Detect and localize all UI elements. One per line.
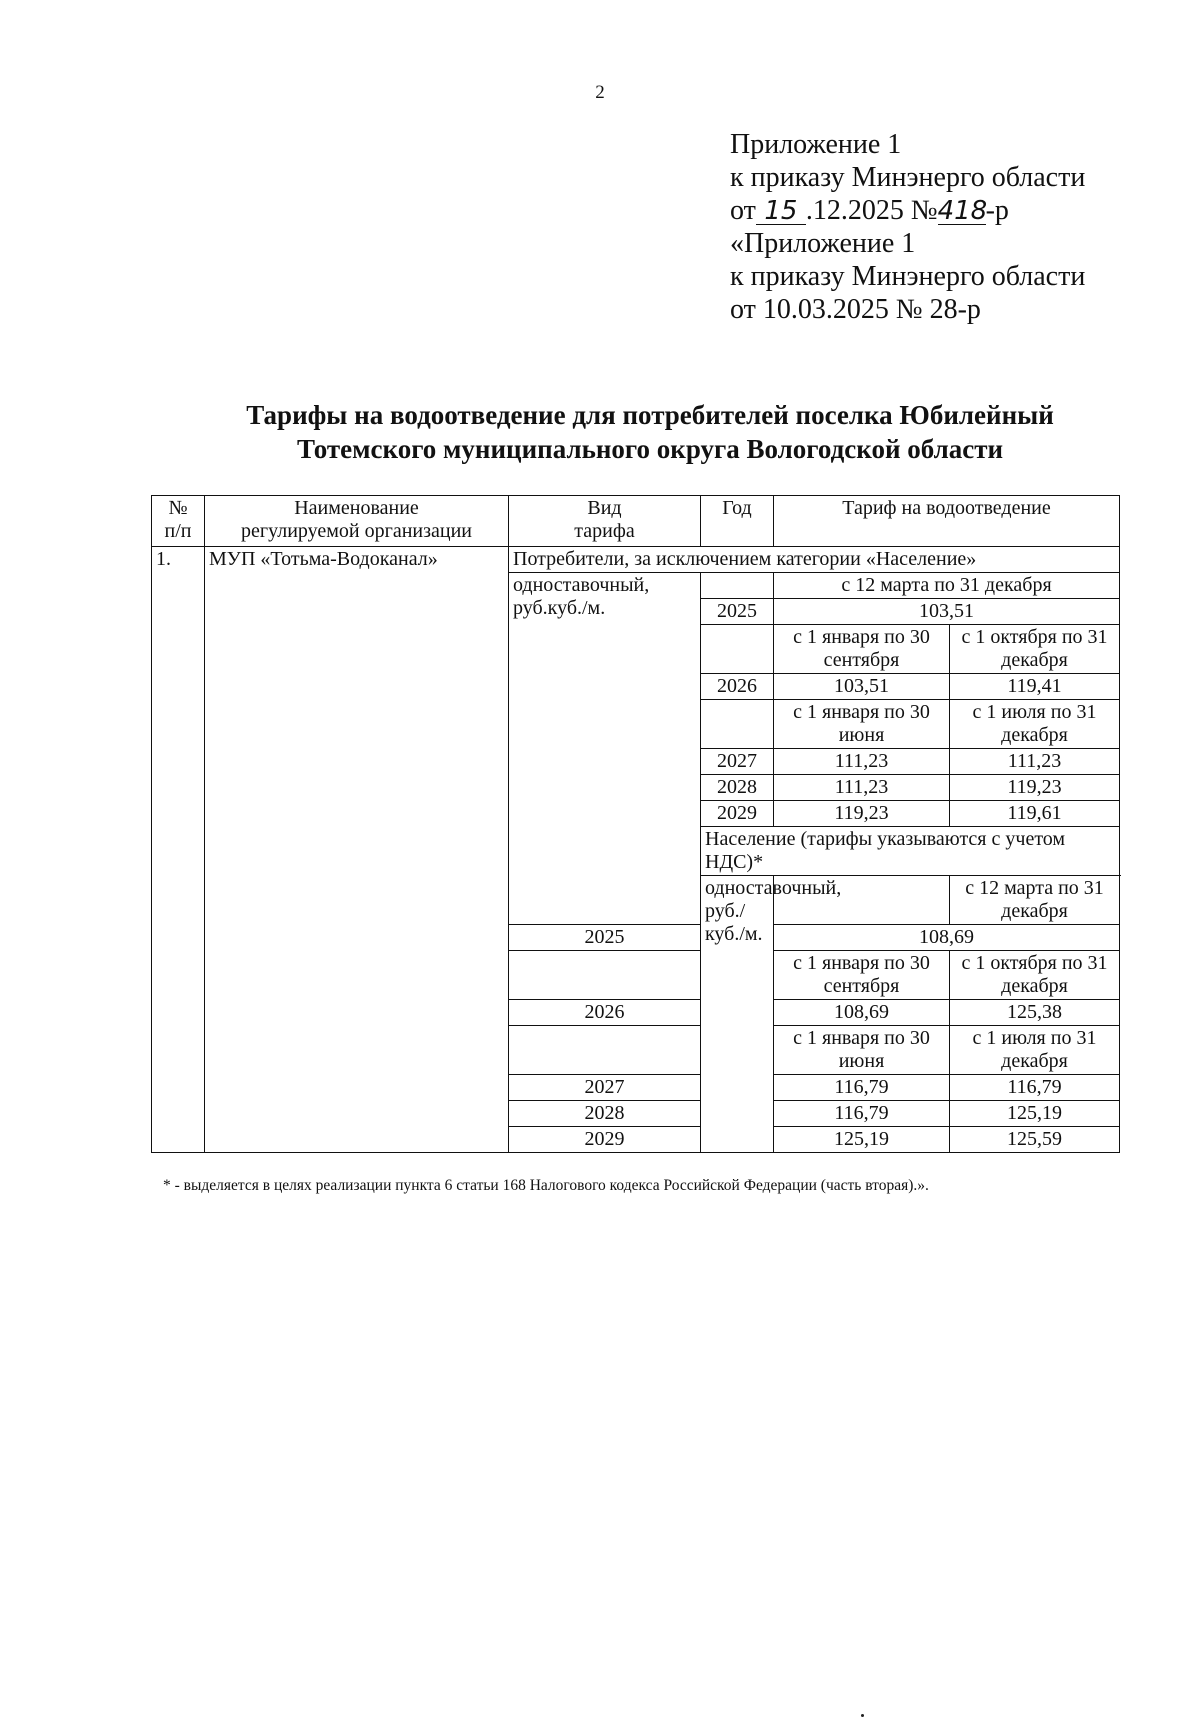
appendix-date: .12.2025 № — [805, 195, 938, 226]
tariff-value: 125,19 — [774, 1127, 950, 1153]
appendix-suffix: -р — [985, 195, 1009, 226]
period-label: с 12 марта по 31 декабря — [950, 876, 1120, 925]
year-cell: 2028 — [701, 775, 774, 801]
header-year: Год — [701, 496, 774, 547]
appendix-line: от 10.03.2025 № 28-р — [730, 294, 981, 325]
header-tariff: Тариф на водоотведение — [774, 496, 1120, 547]
year-cell: 2025 — [701, 599, 774, 625]
tariff-value: 125,38 — [950, 1000, 1120, 1026]
tariff-value: 119,23 — [950, 775, 1120, 801]
year-cell — [701, 700, 774, 749]
appendix-line: Приложение 1 — [730, 129, 902, 160]
appendix-order-line — [730, 194, 1085, 227]
handwritten-day: 15 — [756, 198, 806, 225]
section-heading: Потребители, за исключением категории «Население» — [509, 547, 1120, 573]
title-line: Тотемского муниципального округа Вологодской области — [296, 434, 1004, 464]
page-number: 2 — [595, 82, 605, 103]
row-number: 1. — [152, 547, 205, 1153]
tariff-type: одноставочный, руб.куб./м. — [509, 573, 701, 925]
document-title — [150, 398, 1150, 466]
tariff-value: 125,59 — [950, 1127, 1120, 1153]
tariff-table — [151, 495, 1120, 1153]
handwritten-number: 418 — [937, 196, 988, 226]
tariff-value: 111,23 — [950, 749, 1120, 775]
tariff-value: 116,79 — [774, 1101, 950, 1127]
period-label: с 1 января по 30 июня — [774, 1026, 950, 1075]
year-cell: 2027 — [509, 1075, 701, 1101]
title-line: Тарифы на водоотведение для потребителей поселка Юбилейный — [246, 400, 1054, 430]
scan-speck — [861, 1714, 864, 1717]
period-label: с 1 июля по 31 декабря — [950, 1026, 1120, 1075]
tariff-value: 119,61 — [950, 801, 1120, 827]
tariff-value: 108,69 — [774, 1000, 950, 1026]
appendix-line: к приказу Минэнерго области — [730, 162, 1086, 193]
section-heading: Население (тарифы указываются с учетом НДС)* — [701, 827, 1120, 876]
header-tariff-type: Вид тарифа — [509, 496, 701, 547]
period-label: с 1 января по 30 июня — [774, 700, 950, 749]
appendix-line: к приказу Минэнерго области — [730, 261, 1086, 292]
year-cell: 2029 — [509, 1127, 701, 1153]
year-cell: 2025 — [509, 925, 701, 951]
tariff-value: 111,23 — [774, 749, 950, 775]
period-label: с 1 октября по 31 декабря — [950, 625, 1120, 674]
organization-name: МУП «Тотьма-Водоканал» — [205, 547, 509, 1153]
table-header-row — [152, 496, 1120, 547]
tariff-value: 116,79 — [774, 1075, 950, 1101]
year-cell — [701, 573, 774, 599]
period-label: с 12 марта по 31 декабря — [774, 573, 1120, 599]
period-label: с 1 октября по 31 декабря — [950, 951, 1120, 1000]
tariff-value: 111,23 — [774, 775, 950, 801]
period-label: с 1 января по 30 сентября — [774, 625, 950, 674]
footnote: * - выделяется в целях реализации пункта 6 статьи 168 Налогового кодекса Российской Федерации (часть вторая).». — [163, 1177, 929, 1194]
tariff-value: 103,51 — [774, 599, 1120, 625]
header-number: № п/п — [152, 496, 205, 547]
appendix-block — [730, 128, 1085, 326]
year-cell — [509, 1026, 701, 1075]
tariff-value: 116,79 — [950, 1075, 1120, 1101]
year-cell: 2029 — [701, 801, 774, 827]
year-cell — [701, 625, 774, 674]
period-label: с 1 июля по 31 декабря — [950, 700, 1120, 749]
tariff-value: 103,51 — [774, 674, 950, 700]
tariff-type: одноставочный, руб./ куб./м. — [701, 876, 774, 1153]
year-cell: 2028 — [509, 1101, 701, 1127]
period-label: с 1 января по 30 сентября — [774, 951, 950, 1000]
year-cell — [509, 951, 701, 1000]
tariff-value: 119,41 — [950, 674, 1120, 700]
year-cell: 2026 — [509, 1000, 701, 1026]
header-organization: Наименование регулируемой организации — [205, 496, 509, 547]
tariff-value: 119,23 — [774, 801, 950, 827]
year-cell: 2026 — [701, 674, 774, 700]
tariff-value: 108,69 — [774, 925, 1120, 951]
table-row — [152, 547, 1120, 573]
appendix-from: от — [730, 195, 756, 226]
tariff-value: 125,19 — [950, 1101, 1120, 1127]
appendix-line: «Приложение 1 — [730, 228, 916, 259]
year-cell: 2027 — [701, 749, 774, 775]
